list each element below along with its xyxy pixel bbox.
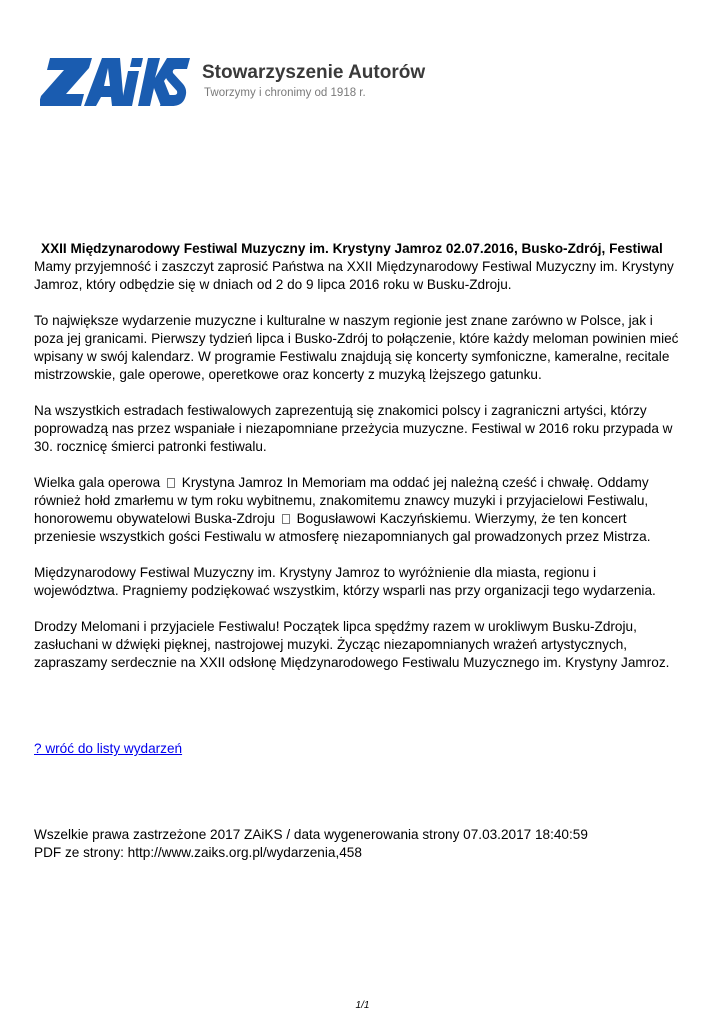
paragraph-description: To największe wydarzenie muzyczne i kulturalne w naszym regionie jest znane zarówno w Polsce, jak i poza jej granicami. Pierwszy tydzień lipca i Busko-Zdrój to połączenie, które każdy meloman powinien mieć wpisany w swój kalendarz. W programie Festiwalu znajdują się koncerty symfoniczne, kameralne, recitale mistrzowskie, gale operowe, operetkowe oraz koncerty z muzyką lżejszego gatunku.: [34, 313, 679, 382]
paragraph-invitation: Drodzy Melomani i przyjaciele Festiwalu! Początek lipca spędźmy razem w urokliwym Busku-Zdroju, zasłuchani w dźwięki pięknej, nastrojowej muzyki. Życząc niezapomnianych wrażeń artystycznych, zapraszamy serdecznie na XXII odsłonę Międzynarodowego Festiwalu Muzycznego im. Krystyny Jamroz.: [34, 619, 670, 670]
paragraph-artists: Na wszystkich estradach festiwalowych zaprezentują się znakomici polscy i zagraniczni artyści, którzy poprowadzą nas przez wspaniałe i niezapomniane przeżycia muzyczne. Festiwal w 2016 roku przypada w 30. rocznicę śmierci patronki festiwalu.: [34, 403, 673, 454]
zaiks-logo: [40, 56, 440, 112]
paragraph-gala: [34, 474, 684, 546]
article-title: XXII Międzynarodowy Festiwal Muzyczny im. Krystyny Jamroz 02.07.2016, Busko-Zdrój, Festiwal: [41, 241, 663, 256]
missing-glyph-icon: [282, 514, 290, 524]
paragraph-intro: Mamy przyjemność i zaszczyt zaprosić Państwa na XXII Międzynarodowy Festiwal Muzyczny im. Krystyny Jamroz, który odbędzie się w dniach od 2 do 9 lipca 2016 roku w Busku-Zdroju.: [34, 259, 674, 292]
gala-text-part3: Bogusławowi Kaczyńskiemu. Wierzymy, że ten koncert przeniesie wszystkich gości Festiwalu w atmosferę niezapomnianych gal prowadzonych przez Mistrza.: [34, 511, 651, 544]
back-to-events-link[interactable]: ? wróć do listy wydarzeń: [34, 741, 183, 756]
footer-rights: Wszelkie prawa zastrzeżone 2017 ZAiKS / data wygenerowania strony 07.03.2017 18:40:59: [34, 827, 588, 842]
page-number: 1/1: [355, 1000, 370, 1011]
gala-text-part2: Krystyna Jamroz In Memoriam ma oddać jej należną cześć i chwałę. Oddamy również hołd zmarłemu w tym roku wybitnemu, znakomitemu znawcy muzyki i przyjacielowi Festiwalu, honorowemu obywatelowi Buska-Zdroju: [34, 475, 649, 526]
org-tagline: Tworzymy i chronimy od 1918 r.: [204, 87, 366, 99]
gala-text-part1: Wielka gala operowa: [34, 475, 161, 490]
footer: [34, 826, 588, 862]
footer-pdf-source: PDF ze strony: http://www.zaiks.org.pl/wydarzenia,458: [34, 845, 362, 860]
zaiks-logo-mark: [40, 56, 190, 108]
article-content: [34, 240, 684, 690]
paragraph-thanks: Międzynarodowy Festiwal Muzyczny im. Krystyny Jamroz to wyróżnienie dla miasta, regionu i województwa. Pragniemy podziękować wszystkim, którzy wsparli nas przy organizacji tego wydarzenia.: [34, 565, 656, 598]
org-name: Stowarzyszenie Autorów: [202, 62, 426, 83]
missing-glyph-icon: [167, 478, 175, 488]
